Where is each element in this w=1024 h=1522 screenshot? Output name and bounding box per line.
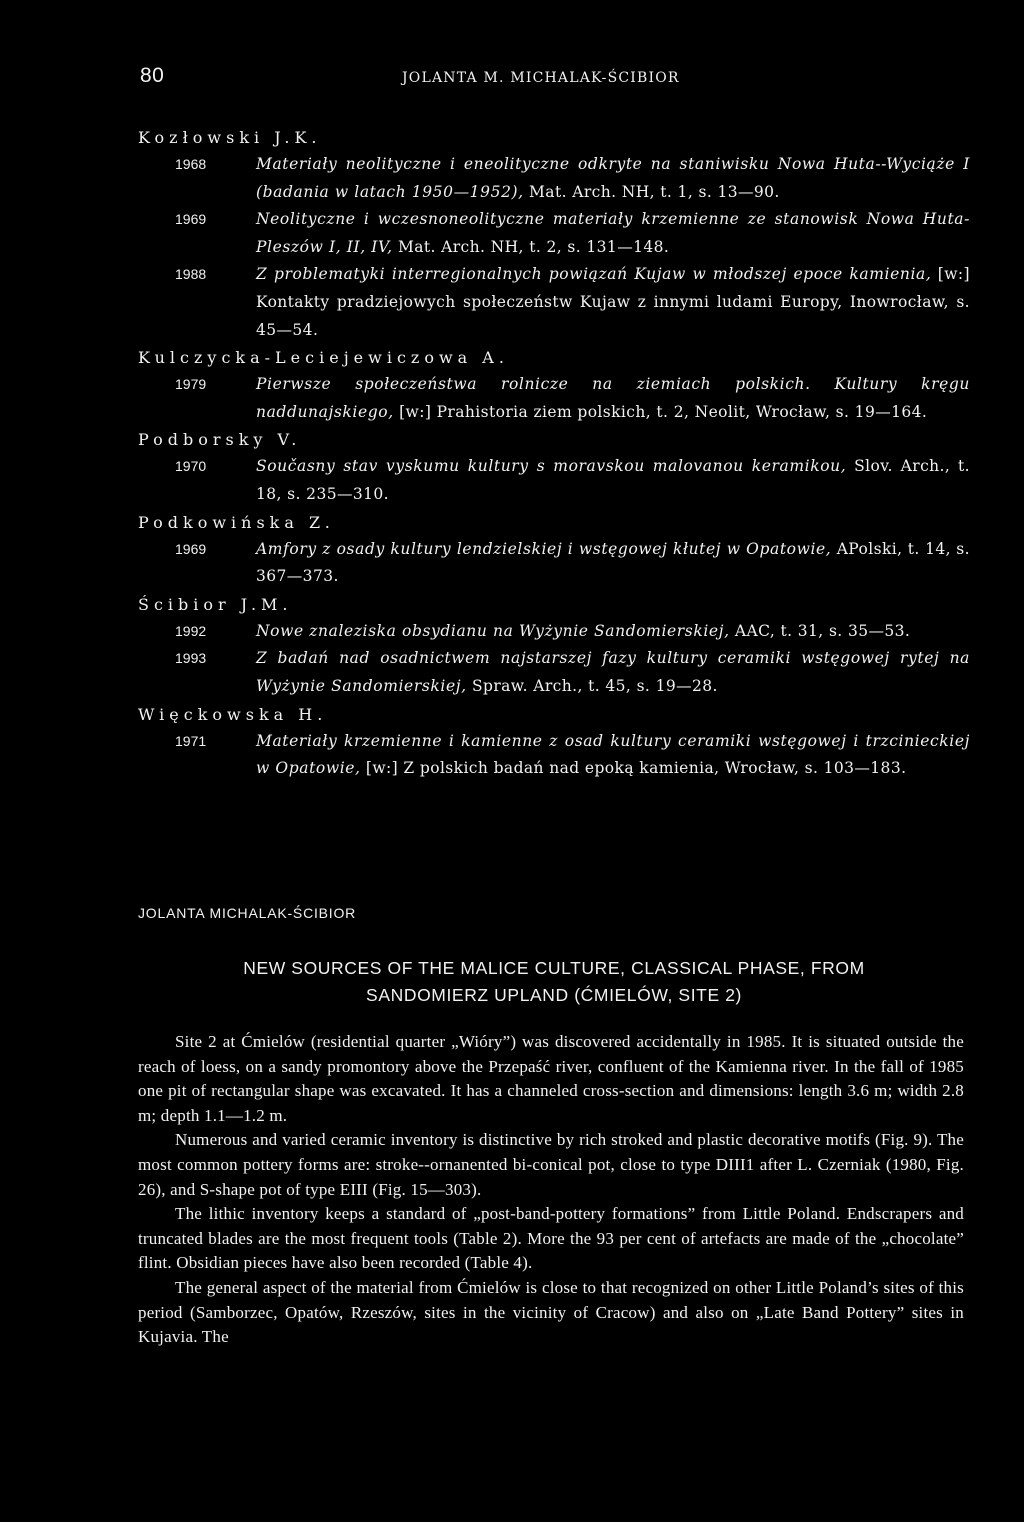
summary-paragraph: Site 2 at Ćmielów (residential quarter „Wióry”) was discovered accidentally in 1985. It is situated outside the reach of loess, on a sandy promontory above the Przepaść river, confluent of the Kamienna river. In the fall of 1985 one pit of rectangular shape was excavated. It has a channeled cross-section and dimensions: length 3.6 m; width 2.8 m; depth 1.1—1.2 m.: [138, 1032, 964, 1125]
summary-title-line: NEW SOURCES OF THE MALICE CULTURE, CLASSICAL PHASE, FROM: [243, 958, 865, 978]
summary-paragraph: The lithic inventory keeps a standard of „post-band-pottery formations” from Little Poland. Endscrapers and truncated blades are the most frequent tools (Table 2). More the 93 per cent of artefacts are made of the „chocolate” flint. Obsidian pieces have also been recorded (Table 4).: [138, 1204, 964, 1273]
bib-entry: [138, 371, 970, 426]
bib-citation: [w:] Kontakty pradziejowych społeczeństw Kujaw z innymi ludami Europy, Inowrocław, s. 45—54.: [256, 265, 970, 339]
bib-citation: [w:] Z polskich badań nad epoką kamienia, Wrocław, s. 103—183.: [360, 759, 907, 778]
summary-paragraph: Numerous and varied ceramic inventory is distinctive by rich stroked and plastic decorative motifs (Fig. 9). The most common pottery forms are: stroke--ornanented bi-conical pot, close to type DIII1 after L. Czerniak (1980, Fig. 26), and S-shape pot of type EIII (Fig. 15—303).: [138, 1130, 964, 1199]
bib-entry: [138, 728, 970, 783]
bib-citation: [w:] Prahistoria ziem polskich, t. 2, Neolit, Wrocław, s. 19—164.: [393, 402, 928, 421]
bib-title: Pierwsze społeczeństwa rolnicze na ziemiach polskich. Kultury kręgu naddunajskiego,: [256, 375, 970, 421]
bib-citation: APolski, t. 14, s. 367—373.: [256, 539, 970, 586]
summary-title: [138, 955, 970, 1009]
bib-year: 1992: [175, 622, 207, 639]
bibliography: [138, 124, 970, 783]
bib-author: Więckowska H.: [138, 704, 328, 724]
bib-entry: [138, 453, 970, 508]
running-head: [140, 64, 970, 94]
bib-title: Amfory z osady kultury lendzielskiej i wstęgowej kłutej w Opatowie,: [256, 539, 832, 558]
bib-entry: [138, 151, 970, 206]
bib-entry: [138, 206, 970, 261]
bib-entry: [138, 645, 970, 700]
summary-paragraph: The general aspect of the material from Ćmielów is close to that recognized on other Little Poland’s sites of this period (Samborzec, Opatów, Rzeszów, sites in the vicinity of Cracow) and also on „Late Band Pottery” sites in Kujavia. The: [138, 1277, 964, 1347]
bib-year: 1970: [175, 458, 207, 475]
bib-year: 1988: [175, 266, 207, 283]
bib-year: 1968: [175, 156, 207, 172]
bib-author: Podborsky V.: [138, 430, 302, 450]
bib-year: 1969: [175, 540, 207, 557]
bib-title: Současny stav vyskumu kultury s moravskou malovanou keramikou,: [256, 457, 847, 476]
summary-body: [138, 1030, 964, 1350]
bib-entry: [138, 536, 970, 591]
bib-citation: Mat. Arch. NH, t. 1, s. 13—90.: [523, 182, 780, 201]
bib-author: Ścibior J.M.: [138, 594, 293, 614]
bib-citation: AAC, t. 31, s. 35—53.: [729, 621, 911, 640]
bib-year: 1971: [175, 732, 207, 749]
page-number: 80: [140, 64, 165, 87]
bib-citation: Slov. Arch., t. 18, s. 235—310.: [256, 457, 970, 503]
bib-author: Podkowińska Z.: [138, 512, 335, 532]
bib-author: Kulczycka-Leciejewiczowa A.: [138, 348, 509, 368]
bib-entry: [138, 261, 970, 344]
bib-year: 1979: [175, 376, 207, 393]
bib-entry: [138, 618, 970, 646]
bib-title: Neolityczne i wczesnoneolityczne materiały krzemienne ze stanowisk Nowa Huta-Pleszów I, II, IV,: [256, 210, 970, 256]
summary-title-line: SANDOMIERZ UPLAND (ĆMIELÓW, SITE 2): [366, 985, 742, 1005]
bib-title: Nowe znaleziska obsydianu na Wyżynie Sandomierskiej,: [256, 621, 730, 640]
bib-title: Materiały neolityczne i eneolityczne odkryte na staniwisku Nowa Huta--Wyciąże I (badania w latach 1950—1952),: [256, 155, 970, 201]
bib-year: 1969: [175, 211, 207, 228]
bib-title: Z badań nad osadnictwem najstarszej fazy kultury ceramiki wstęgowej rytej na Wyżynie Sandomierskiej,: [256, 649, 970, 695]
bib-citation: Mat. Arch. NH, t. 2, s. 131—148.: [392, 237, 670, 256]
summary-author: JOLANTA MICHALAK-ŚCIBIOR: [138, 905, 357, 921]
bib-citation: Spraw. Arch., t. 45, s. 19—28.: [466, 676, 718, 695]
bib-author: Kozłowski J.K.: [138, 128, 322, 147]
bib-title: Materiały krzemienne i kamienne z osad kultury ceramiki wstęgowej i trzcinieckiej w Opatowie,: [256, 731, 970, 778]
bib-title: Z problematyki interregionalnych powiązań Kujaw w młodszej epoce kamienia,: [256, 265, 932, 284]
running-title: JOLANTA M. MICHALAK-ŚCIBIOR: [402, 70, 680, 86]
bib-year: 1993: [175, 650, 207, 667]
